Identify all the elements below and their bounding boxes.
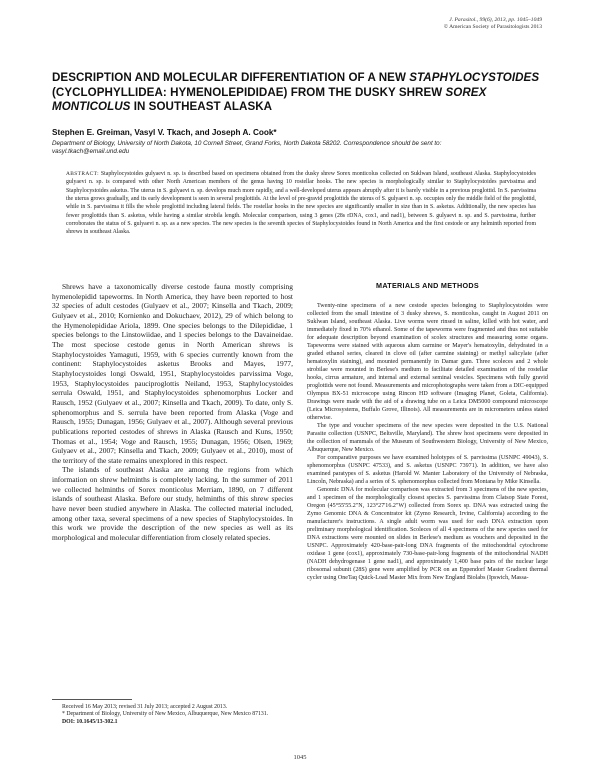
methods-paragraph-4: Genomic DNA for molecular comparison was extracted from 3 specimens of the new species, and 1 specimen of the morphologically closest species S. parvissima from Clatsop State Forest, Oregon (45°55'55.2"N, 123°27'16.2"W) collected from Sorex sp. DNA was extracted using the Zymo Genomic DNA & Concentrator kit (Zymo Research, Irvine, California) according to the manufacturer's instructions. A single adult worm was used for each DNA extraction upon preliminary morphological identification. Scoleces of all 4 specimens of the new species used for DNA extractions were mounted on slides in Berlese's medium as vouchers and deposited in the USNPC. Approximately 420-base-pair-long DNA fragments of the mitochondrial cytochrome oxidase 1 gene (cox1), approximately 730-base-pair-long fragments of the mitochondrial NADH (NADH dehydrogenase 1 gene nad1), and approximately 1,400 base pairs of the nuclear large ribosomal subunit (28S) gene were amplified by PCR on an Eppendorf Master Gradient thermal cycler using OneTaq Quick-Load Master Mix from New England Biolabs (Ipswich, Massa- [307, 487, 548, 581]
title-host: SOREX MONTICOLUS [52, 85, 487, 114]
intro-paragraph-2: The islands of southeast Alaska are among the regions from which information on shrew helminths is completely lacking. In the summer of 2011 we collected helminths of Sorex monticolus Merriam, 1890, on 7 different islands of southeast Alaska. Before our study, helminths of this shrew species have never been studied anywhere in Alaska. The collected material included, among other taxa, several specimens of a new species of Staphylocystoides. In this work we provide the description of the new species as well as its morphological and molecular differentiation from closely related species. [52, 465, 293, 543]
title-part-2: (CYCLOPHYLLIDEA: HYMENOLEPIDIDAE) FROM THE DUSKY SHREW [52, 85, 446, 99]
author-list: Stephen E. Greiman, Vasyl V. Tkach, and Joseph A. Cook* [52, 128, 277, 137]
methods-paragraph-3: For comparative purposes we have examined holotypes of S. parvissima (USNPC 49043), S. sphenomorphus (USNPC 47533), and S. asketus (USNPC 73971). In addition, we have also examined paratypes of S. asketus (Harold W. Manter Laboratory of the University of Nebraska, Lincoln, Nebraska) and a series of S. sphenomorphus collected from Montana by Mike Kinsella. [307, 455, 548, 485]
title-part-3: IN SOUTHEAST ALASKA [130, 100, 273, 114]
affiliation-text: Department of Biology, University of North Dakota, 10 Cornell Street, Grand Forks, North Dakota 58202. Correspondence should be sent to: [52, 140, 442, 147]
corresponding-dept: * Department of Biology, University of New Mexico, Albuquerque, New Mexico 87131. [62, 711, 269, 718]
methods-paragraph-1: Twenty-nine specimens of a new cestode species belonging to Staphylocystoides were collected from the small intestine of 3 dusky shrews, S. monticolus, caught in August 2011 on Suklwan Island, southeast Alaska. Live worms were rinsed in saline, killed with hot water, and immediately fixed in 70% ethanol. Some of the tapeworms were fragmented and thus not suitable for adequate description beyond examination of scolex structures and measuring some organs. Tapeworms were stained with aqueous alum carmine or Mayer's hematoxylin, dehydrated in a graded ethanol series, cleared in clove oil (after carmine staining) or methyl salicylate (after hematoxylin staining), and mounted permanently in Damar gum. Three scoleces and 2 whole strobilae were mounted in Berlese's medium to facilitate detailed examination of the rostellar hooks, cirrus armature, and internal and external seminal vesicles. Specimens with fully gravid proglottids were not found. Measurements and microphotographs were taken from a DIC-equipped Olympus BX-51 microscope using Rincon HD software (Imaging Planet, Goleta, California). Drawings were made with the aid of a drawing tube on a Leica DM5000 compound microscope (Leica Microsystems, Buffalo Grove, Illinois). All measurements are in micrometers unless stated otherwise. [307, 303, 548, 421]
abstract-label: ABSTRACT: [66, 171, 99, 177]
journal-citation: J. Parasitol., 99(6), 2013, pp. 1045–1049 [449, 17, 542, 23]
intro-paragraph-1: Shrews have a taxonomically diverse cestode fauna mostly comprising hymenolepidid tapeworms. In North America, they have been reported to host 32 species of adult cestodes (Gulyaev et al., 2007; Kinsella and Tkach, 2009; Gulyaev et al., 2010; Kornienko and Dokuchaev, 2012), 29 of which belong to the Hymenolepididae Ariola, 1899. One species belongs to the Dilepididae, 1 species belongs to the Linstowiidae, and 1 species belongs to the Davaineidae. The most speciose cestode genus in North American shrews is Staphylocystoides Yamaguti, 1959, with 6 species currently known from the continent: Staphylocystoides asketus Brooks and Mayes, 1977, Staphylocystoides longi Oswald, 1951, Staphylocystoides parvissima Voge, 1953, Staphylocystoides pauciproglottis Neiland, 1953, Staphylocystoides serrula Oswald, 1951, and Staphylocystoides sphenomorphus Locker and Rausch, 1952 (Gulyaev et al., 2007; Kinsella and Tkach, 2009). To date, only S. sphenomorphus and S. serrula have been reported from Alaska (Voge and Rausch, 1955; Dunagan, 1956; Gulyaev et al., 2007). Although several previous publications reported cestodes of shrews in Alaska (Rausch and Kuns, 1950; Thomas et al., 1954; Voge and Rausch, 1955; Dunagan, 1956; Olsen, 1969; Gulyaev et al., 2007; Kinsella and Tkach, 2009; Gulyaev et al., 2010), most of the territory of the state remains unexplored in this respect. [52, 282, 293, 465]
methods-paragraph-2: The type and voucher specimens of the new species were deposited in the U.S. National Parasite collection (USNPC, Beltsville, Maryland). The shrew host specimens were deposited in the collection of mammals of the Museum of Southwestern Biology, University of New Mexico, Albuquerque, New Mexico. [307, 423, 548, 453]
received-dates: Received 16 May 2013; revised 31 July 2013; accepted 2 August 2013. [62, 704, 228, 710]
affiliation [52, 140, 552, 156]
introduction-column [52, 282, 293, 543]
doi-line[interactable]: DOI: 10.1645/13-302.1 [62, 718, 118, 725]
methods-column [307, 282, 548, 582]
article-title [52, 71, 552, 115]
footnote-divider [52, 699, 132, 700]
footnotes [52, 704, 293, 726]
page-number: 1045 [293, 754, 307, 761]
title-genus: STAPHYLOCYSTOIDES [409, 71, 540, 84]
abstract-text: Staphylocystoides gulyaevi n. sp. is described based on specimens obtained from the dusky shrew Sorex monticolus collected on Suklwan Island, southeast Alaska. Staphylocystoides gulyaevi n. sp. is compared with other North American members of the genus having 10 rostellar hooks. The new species is morphologically similar to Staphylocystoides parvissima and Staphylocystoides asketus. The uterus in S. gulyaevi n. sp. develops much more rapidly, and a well-developed uterus appears abruptly after it is barely visible in a previous proglottid. In S. parvissima the uterus grows gradually, and its early development is seen in several proglottids. At the level of pre-gravid proglottids the uterus of S. gulyaevi n. sp. occupies only the middle field of the proglottid, while in S. parvissima it fills the whole proglottid including lateral fields. The rostellar hooks in the new species are significantly smaller in size than in S. asketus. Additionally, the new species has fewer proglottids than S. asketus, while having a similar strobila length. Molecular comparison, using 3 genes (28s rDNA, cox1, and nad1), between S. gulyaevi n. sp. and S. parvissima, further corroborates the status of S. gulyaevi n. sp. as a new species. The new species is the seventh species of Staphylocystoides found in North America and the first cestode or any helminth reported from shrews in southeast Alaska. [66, 171, 536, 236]
title-part-1: DESCRIPTION AND MOLECULAR DIFFERENTIATION OF A NEW [52, 71, 410, 84]
methods-heading: MATERIALS AND METHODS [376, 281, 479, 290]
journal-copyright: © American Society of Parasitologists 2013 [443, 24, 542, 31]
abstract [66, 170, 536, 237]
contact-email[interactable]: vasyl.tkach@email.und.edu [52, 148, 130, 156]
journal-header [444, 17, 542, 32]
